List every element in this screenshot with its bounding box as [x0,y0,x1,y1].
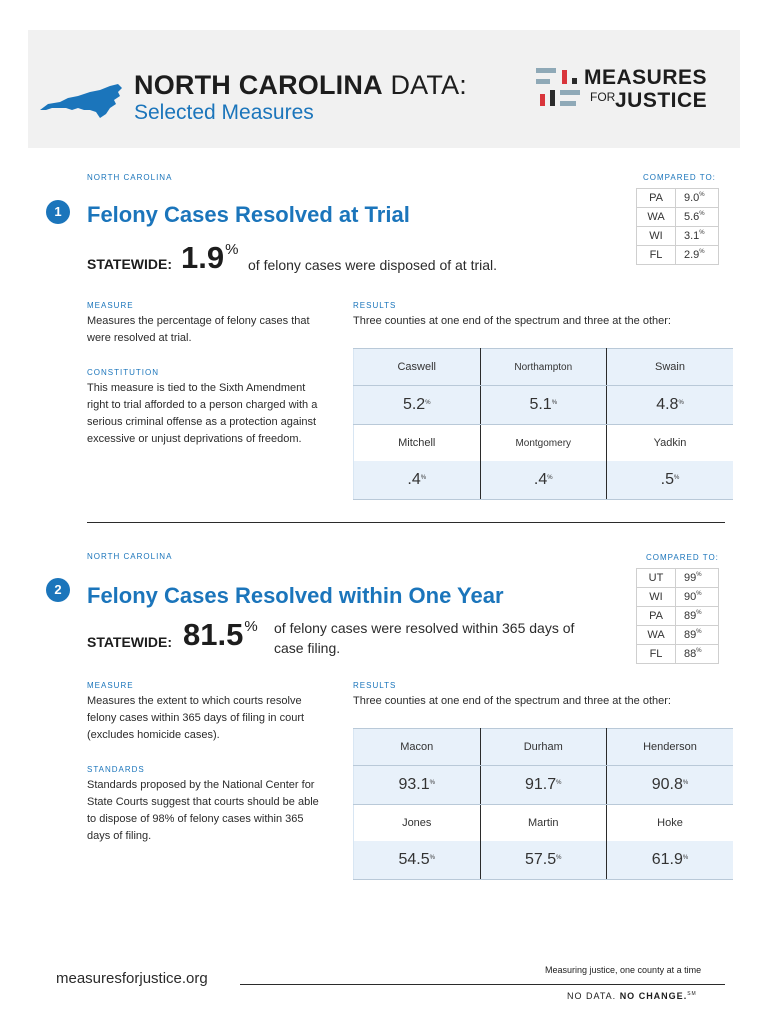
section2-number-badge: 2 [46,578,70,602]
county-name: Macon [354,729,481,766]
footer-rule [240,984,725,985]
table-row [637,626,719,645]
table-row [637,227,719,246]
table-row [354,766,734,805]
section1-title: Felony Cases Resolved at Trial [87,202,410,227]
county-value: 54.5% [354,841,481,880]
compared-value: 3.1% [676,227,719,246]
section2-compared-label: COMPARED TO: [646,553,719,562]
table-row [354,349,734,386]
table-row [354,425,734,462]
county-name: Durham [480,729,607,766]
compared-value: 89% [676,626,719,645]
section2-measure-text: Measures the extent to which courts resolve felony cases within 365 days of filing in court (excludes homicide cases). [87,695,305,741]
county-value: 4.8% [607,386,734,425]
county-value: 61.9% [607,841,734,880]
section2-standards-text: Standards proposed by the National Center for State Courts suggest that courts should be able to dispose of 98% of felony cases within 365 days of filing. [87,779,319,842]
county-value: .4% [480,461,607,500]
compared-value: 88% [676,645,719,664]
footer-slogan: NO DATA. NO CHANGE.℠ [567,991,697,1001]
section2-measure-label: MEASURE [87,681,134,690]
compared-state: PA [637,189,676,208]
table-row [637,569,719,588]
section2-statewide-label: STATEWIDE: [87,634,173,650]
county-name: Yadkin [607,425,734,462]
compared-state: PA [637,607,676,626]
compared-value: 90% [676,588,719,607]
compared-state: WI [637,227,676,246]
county-name: Hoke [607,805,734,842]
county-name: Montgomery [480,425,607,462]
county-name: Jones [354,805,481,842]
compared-value: 2.9% [676,246,719,265]
logo-text-for: FOR [590,90,616,104]
county-name: Mitchell [354,425,481,462]
county-value: 93.1% [354,766,481,805]
compared-state: WA [637,208,676,227]
table-row [637,645,719,664]
table-row [637,246,719,265]
county-value: 5.2% [354,386,481,425]
section1-results-table [353,348,733,500]
county-value: 91.7% [480,766,607,805]
table-row [354,729,734,766]
logo-text-measures: MEASURES [584,66,708,89]
compared-value: 89% [676,607,719,626]
county-value: 57.5% [480,841,607,880]
compared-state: UT [637,569,676,588]
logo-text-justice: JUSTICE [615,89,708,112]
section2-compared-table [636,568,719,664]
section2-statewide-value: 81.5% [183,617,258,652]
section2-results-text: Three counties at one end of the spectrum and three at the other: [353,695,671,707]
compared-state: FL [637,246,676,265]
footer-url-link[interactable]: measuresforjustice.org [56,970,208,987]
measures-for-justice-logo-icon [536,68,580,112]
section1-results-label: RESULTS [353,301,397,310]
section2-results-table [353,728,733,880]
section1-statewide-value: 1.9% [181,240,239,275]
page-title: NORTH CAROLINA DATA: [134,70,467,100]
county-value: 90.8% [607,766,734,805]
compared-value: 9.0% [676,189,719,208]
county-name: Caswell [354,349,481,386]
section2-title: Felony Cases Resolved within One Year [87,583,504,608]
county-name: Swain [607,349,734,386]
section1-compared-label: COMPARED TO: [643,173,716,182]
section1-number-badge: 1 [46,200,70,224]
page-subtitle: Selected Measures [134,101,314,124]
county-name: Martin [480,805,607,842]
compared-value: 99% [676,569,719,588]
section1-constitution-label: CONSTITUTION [87,368,159,377]
section2-statewide-desc: of felony cases were resolved within 365 days of case filing. [274,620,575,656]
section1-constitution-text: This measure is tied to the Sixth Amendment right to trial afforded to a person charged with a serious criminal offense as a protection against excessive or unjust deprivations of freedom. [87,382,318,445]
compared-state: WI [637,588,676,607]
county-value: 5.1% [480,386,607,425]
compared-value: 5.6% [676,208,719,227]
county-value: .4% [354,461,481,500]
compared-state: WA [637,626,676,645]
north-carolina-map-icon [38,80,124,120]
section1-measure-text: Measures the percentage of felony cases that were resolved at trial. [87,315,310,344]
table-row [354,841,734,880]
table-row [637,208,719,227]
section1-compared-table [636,188,719,265]
county-name: Henderson [607,729,734,766]
county-name: Northampton [480,349,607,386]
table-row [637,607,719,626]
table-row [354,805,734,842]
table-row [637,189,719,208]
section1-eyebrow: NORTH CAROLINA [87,173,173,182]
table-row [637,588,719,607]
section1-measure-label: MEASURE [87,301,134,310]
section1-results-text: Three counties at one end of the spectrum and three at the other: [353,315,671,327]
section2-eyebrow: NORTH CAROLINA [87,552,173,561]
table-row [354,461,734,500]
section1-statewide-desc: of felony cases were disposed of at trial. [248,257,498,273]
section1-statewide-label: STATEWIDE: [87,256,173,272]
table-row [354,386,734,425]
section-divider [87,522,725,523]
compared-state: FL [637,645,676,664]
county-value: .5% [607,461,734,500]
section2-results-label: RESULTS [353,681,397,690]
section2-standards-label: STANDARDS [87,765,145,774]
footer-tagline: Measuring justice, one county at a time [545,965,702,975]
